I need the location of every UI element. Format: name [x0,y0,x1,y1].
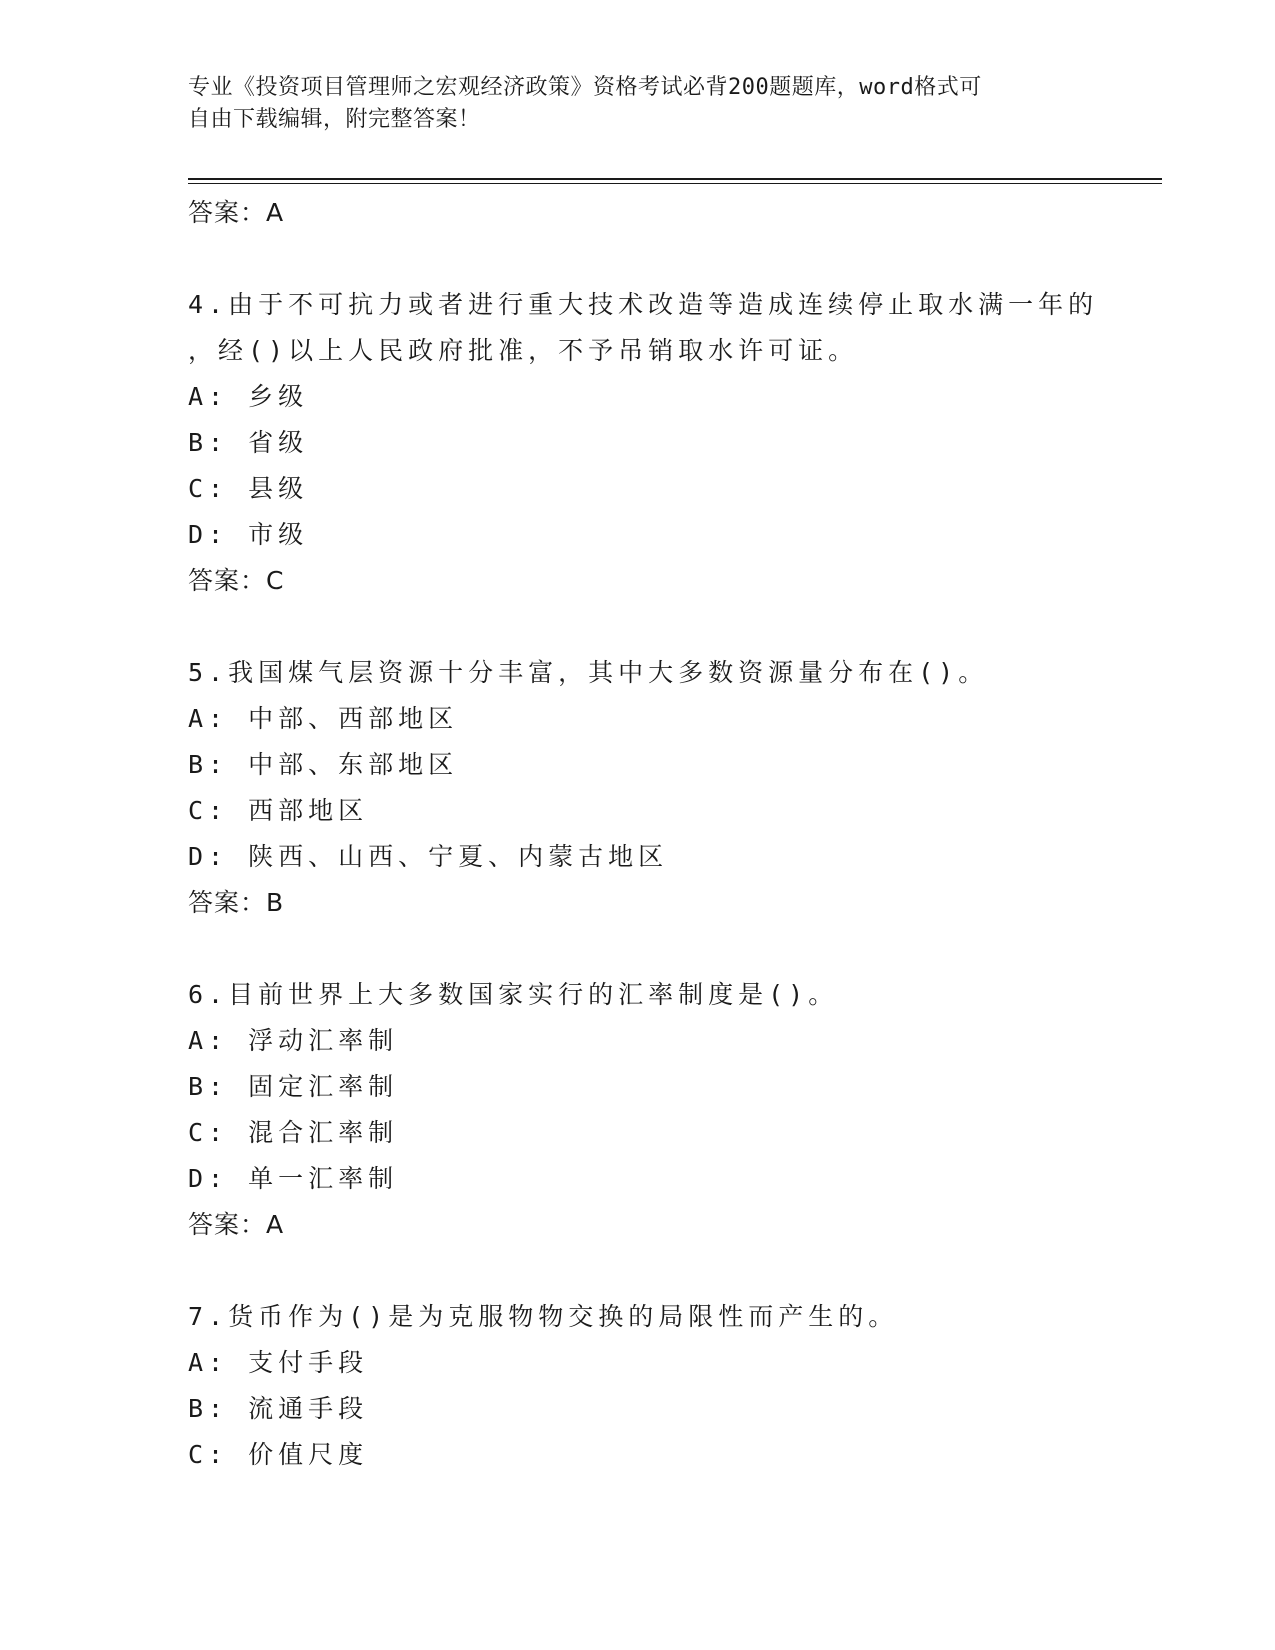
question-7 [188,1294,1088,1478]
option-a: A: 浮动汇率制 [188,1026,399,1055]
option-d: D: 单一汇率制 [188,1164,399,1193]
option-c: C: 县级 [188,474,309,503]
answer-previous: 答案：A [188,198,285,227]
option-c: C: 西部地区 [188,796,369,825]
question-list [188,190,1099,1478]
header-line-2: 自由下载编辑，附完整答案！ [188,107,481,132]
question-stem-continued: ，经()以上人民政府批准，不予吊销取水许可证。 [188,336,859,365]
answer: 答案：C [188,566,285,595]
question-stem: 7.货币作为()是为克服物物交换的局限性而产生的。 [188,1302,899,1331]
question-5 [188,650,1088,926]
header-divider-thick [188,178,1162,180]
question-stem: 6.目前世界上大多数国家实行的汇率制度是()。 [188,980,839,1009]
option-b: B: 固定汇率制 [188,1072,399,1101]
spacer [188,604,1088,650]
option-a: A: 支付手段 [188,1348,369,1377]
spacer [188,236,1088,282]
option-a: A: 中部、西部地区 [188,704,459,733]
question-stem: 5.我国煤气层资源十分丰富，其中大多数资源量分布在()。 [188,658,989,687]
option-b: B: 省级 [188,428,309,457]
spacer [188,926,1088,972]
question-stem: 4.由于不可抗力或者进行重大技术改造等造成连续停止取水满一年的 [188,290,1099,319]
option-d: D: 市级 [188,520,309,549]
option-a: A: 乡级 [188,382,309,411]
header-divider-thin [188,183,1162,184]
option-b: B: 流通手段 [188,1394,369,1423]
document-header [188,72,1088,136]
question-4 [188,282,1099,604]
spacer [188,1248,1088,1294]
option-c: C: 混合汇率制 [188,1118,399,1147]
option-b: B: 中部、东部地区 [188,750,459,779]
question-6 [188,972,1088,1248]
option-c: C: 价值尺度 [188,1440,369,1469]
option-d: D: 陕西、山西、宁夏、内蒙古地区 [188,842,669,871]
answer: 答案：B [188,888,285,917]
answer: 答案：A [188,1210,285,1239]
header-line-1: 专业《投资项目管理师之宏观经济政策》资格考试必背200题题库，word格式可 [188,75,982,100]
